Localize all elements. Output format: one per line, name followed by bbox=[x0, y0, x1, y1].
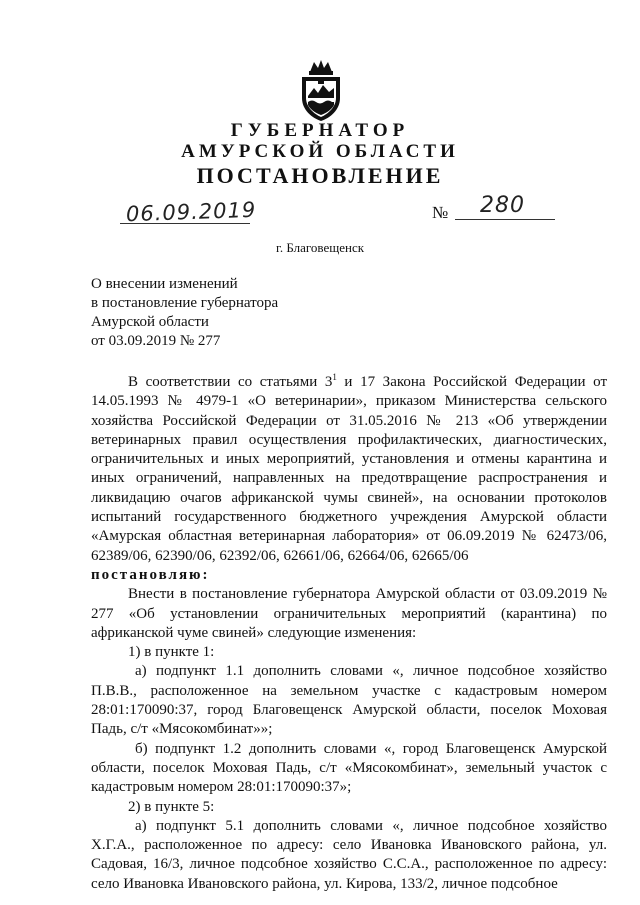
paragraph: а) подпункт 1.1 дополнить словами «, личное подсобное хозяйство П.В.В., расположенное на земельном участке с кадастровым номером 28:01:170090:37, город Благовещенск Амурской области, поселок Моховая Падь, с/т «Мясокомбинат»»; bbox=[91, 663, 607, 738]
document-number: 280 bbox=[480, 193, 525, 218]
number-underline bbox=[455, 219, 555, 220]
header-governor: ГУБЕРНАТОР bbox=[230, 120, 410, 141]
preamble-text: В соответствии со статьями 3 bbox=[128, 374, 333, 390]
paragraph: 2) в пункте 5: bbox=[128, 798, 215, 815]
paragraph: Внести в постановление губернатора Амурской области от 03.09.2019 № 277 «Об установлении ограничительных мероприятий (карантина) по африканской чуме свиней» следующие изменения: bbox=[91, 586, 607, 641]
coat-of-arms-icon bbox=[296, 58, 346, 122]
header-decree: ПОСТАНОВЛЕНИЕ bbox=[196, 163, 444, 188]
document-date: 06.09.2019 bbox=[125, 197, 257, 227]
document-body bbox=[91, 373, 607, 894]
header-region: АМУРСКОЙ ОБЛАСТИ bbox=[181, 141, 459, 162]
paragraph: б) подпункт 1.2 дополнить словами «, город Благовещенск Амурской области, поселок Моховая Падь, с/т «Мясокомбинат», земельный участок с кадастровым номером 28:01:170090:37»; bbox=[91, 740, 607, 796]
subject-line: в постановление губернатора bbox=[91, 295, 279, 311]
superscript: 1 bbox=[332, 372, 337, 382]
decree-word: постановляю: bbox=[91, 566, 210, 583]
subject-line: О внесении изменений bbox=[91, 276, 238, 292]
document-subject bbox=[91, 275, 278, 351]
city: г. Благовещенск bbox=[275, 240, 365, 255]
paragraph: 1) в пункте 1: bbox=[128, 644, 215, 661]
paragraph: а) подпункт 5.1 дополнить словами «, личное подсобное хозяйство Х.Г.А., расположенное по адресу: село Ивановка Ивановского района, ул. Садовая, 16/3, личное подсобное хозяйство С.С.А., расположенное по адресу: село Ивановка Ивановского района, ул. Кирова, 133/2, личное подсобное bbox=[91, 817, 607, 892]
subject-line: от 03.09.2019 № 277 bbox=[91, 333, 221, 349]
subject-line: Амурской области bbox=[91, 314, 209, 330]
number-label: № bbox=[432, 203, 449, 222]
preamble-text-cont: и 17 Закона Российской Федерации от 14.05.1993 № 4979-1 «О ветеринарии», приказом Министерства сельского хозяйства Российской Федерации от 31.05.2016 № 213 «Об утверждении ветеринарных правил осуществления профилактических, диагностических, ограничительных и иных мероприятий, установления и отмены карантина и иных ограничений, направленных на предотвращение распространения и ликвидацию очагов африканской чумы свиней», на основании протоколов испытаний государственного бюджетного учреждения Амурской области «Амурская областная ветеринарная лаборатория» от 06.09.2019 № 62473/06, 62389/06, 62390/06, 62392/06, 62661/06, 62664/06, 62665/06 bbox=[91, 374, 607, 564]
preamble-paragraph bbox=[91, 373, 607, 566]
